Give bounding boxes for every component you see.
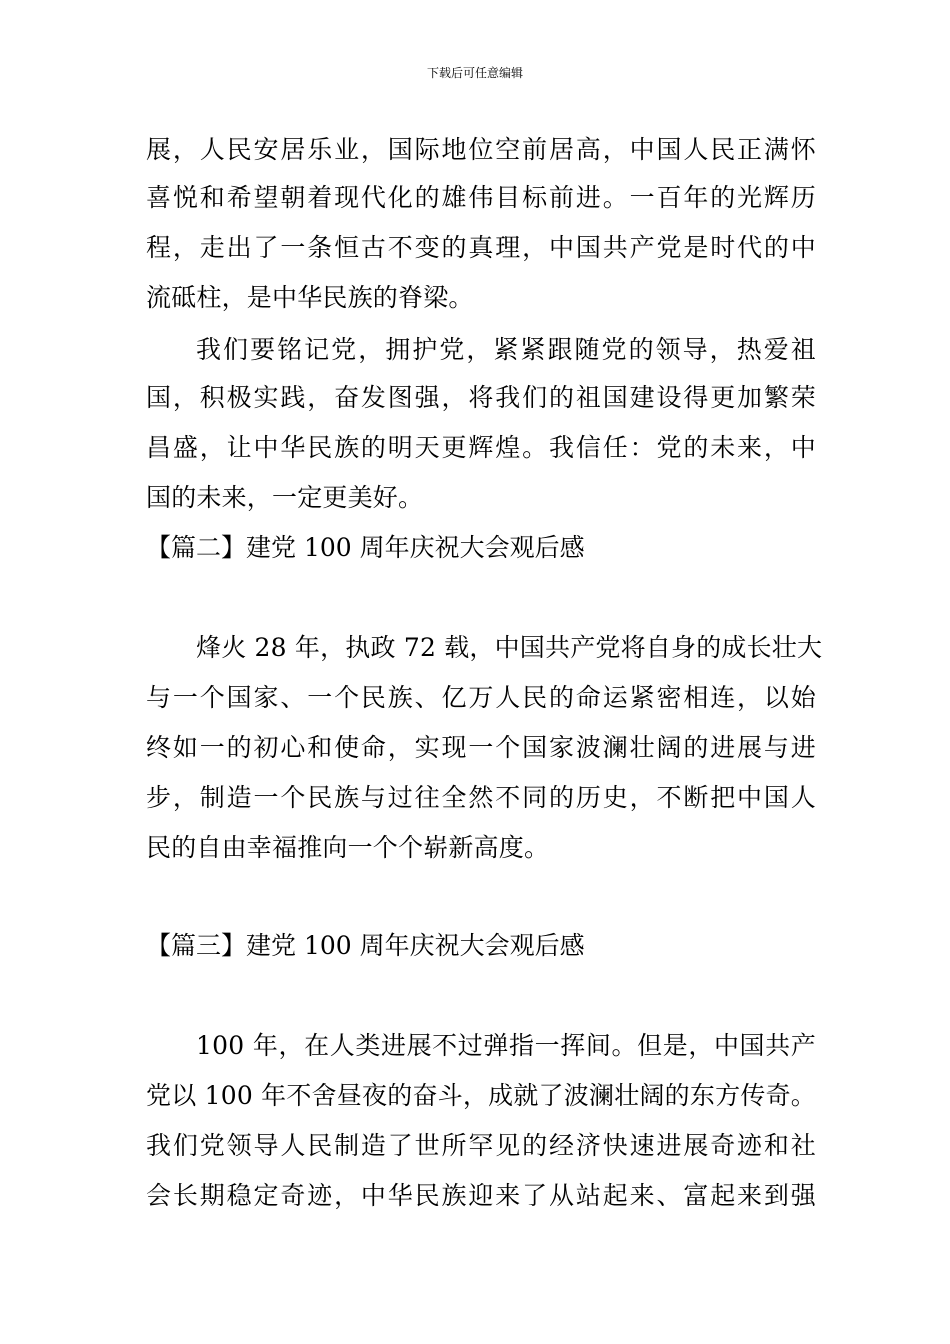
paragraph-line: 国的未来，一定更美好。 bbox=[146, 483, 424, 512]
paragraph-line: 昌盛，让中华民族的明天更辉煌。我信任：党的未来，中 bbox=[146, 433, 816, 462]
paragraph-line: 喜悦和希望朝着现代化的雄伟目标前进。一百年的光辉历 bbox=[146, 183, 816, 212]
paragraph-line: 党以 100 年不舍昼夜的奋斗，成就了波澜壮阔的东方传奇。 bbox=[146, 1081, 816, 1110]
paragraph-line: 与一个国家、一个民族、亿万人民的命运紧密相连，以始 bbox=[146, 683, 816, 712]
paragraph-line: 程，走出了一条恒古不变的真理，中国共产党是时代的中 bbox=[146, 233, 816, 262]
paragraph-line: 展，人民安居乐业，国际地位空前居高，中国人民正满怀 bbox=[146, 135, 816, 164]
paragraph-line: 终如一的初心和使命，实现一个国家波澜壮阔的进展与进 bbox=[146, 733, 816, 762]
paragraph-line: 烽火 28 年，执政 72 载，中国共产党将自身的成长壮大 bbox=[196, 633, 823, 662]
paragraph-line: 步，制造一个民族与过往全然不同的历史，不断把中国人 bbox=[146, 783, 816, 812]
paragraph-line: 国，积极实践，奋发图强，将我们的祖国建设得更加繁荣 bbox=[146, 383, 816, 412]
section-heading: 【篇三】建党 100 周年庆祝大会观后感 bbox=[146, 931, 585, 960]
paragraph-line: 100 年，在人类进展不过弹指一挥间。但是，中国共产 bbox=[196, 1031, 816, 1060]
paragraph-line: 会长期稳定奇迹，中华民族迎来了从站起来、富起来到强 bbox=[146, 1181, 816, 1210]
paragraph-line: 我们党领导人民制造了世所罕见的经济快速进展奇迹和社 bbox=[146, 1131, 816, 1160]
paragraph-line: 流砥柱，是中华民族的脊梁。 bbox=[146, 283, 474, 312]
paragraph-line: 民的自由幸福推向一个个崭新高度。 bbox=[146, 833, 550, 862]
section-heading: 【篇二】建党 100 周年庆祝大会观后感 bbox=[146, 533, 585, 562]
paragraph-line: 我们要铭记党，拥护党，紧紧跟随党的领导，热爱祖 bbox=[196, 335, 816, 364]
page-header: 下载后可任意编辑 bbox=[426, 66, 523, 80]
